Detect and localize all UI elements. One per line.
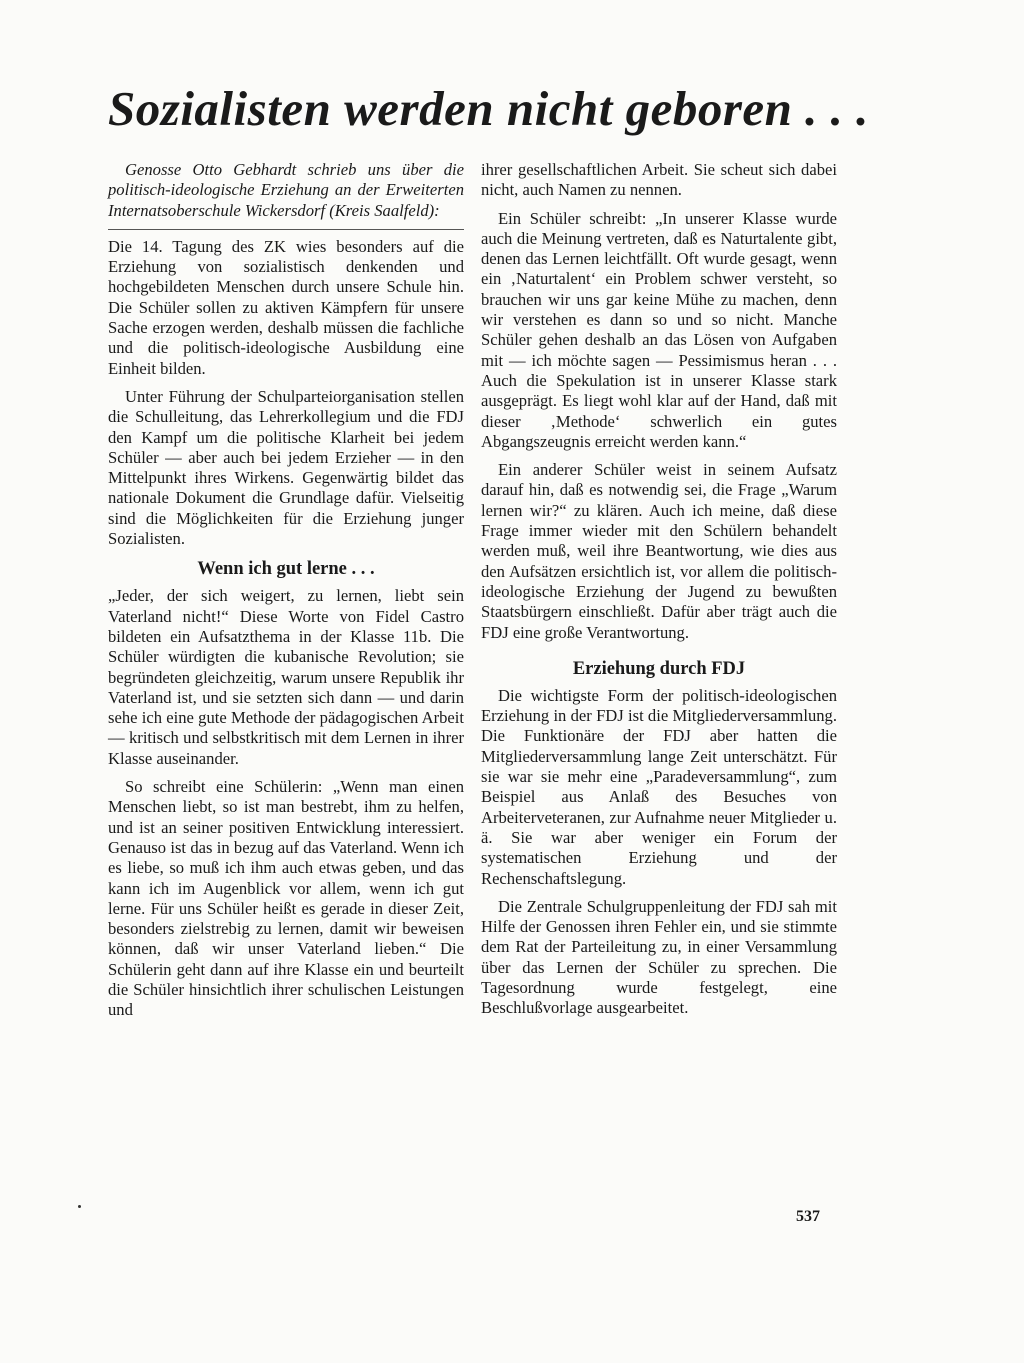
section-heading: Erziehung durch FDJ [572, 658, 746, 679]
scan-speck [78, 1205, 81, 1208]
paragraph: Unter Führung der Schulparteiorganisation stellen die Schulleitung, das Lehrerkollegium und die FDJ den Kampf um die politische Klarheit bei jedem Schüler — aber auch bei jedem Erzieher — in den Mittelpunkt ihres Wirkens. Gegenwärtig bildet das nationale Dokument die Grundlage dafür. Vielseitig sind die Möglichkeiten für die Erziehung junger Sozialisten. [108, 386, 464, 549]
left-column [108, 160, 464, 1021]
paragraph: Die Zentrale Schulgruppenleitung der FDJ sah mit Hilfe der Genossen ihren Fehler ein, und sie stimmte dem Rat der Parteileitung zu, in einer Versammlung über das Lernen der Schüler zu sprechen. Die Tagesordnung wurde festgelegt, eine Beschlußvorlage ausgearbeitet. [481, 896, 837, 1018]
paragraph: Die 14. Tagung des ZK wies besonders auf die Erziehung von sozialistisch denkenden und hochgebildeten Menschen durch unsere Schule hin. Die Schüler sollen zu aktiven Kämpfern für unsere Sache erzogen werden, deshalb müssen die fachliche und die politisch-ideologische Ausbildung eine Einheit bilden. [108, 236, 464, 378]
paragraph: Ein anderer Schüler weist in seinem Aufsatz darauf hin, daß es notwendig sei, die Frage „Warum lernen wir?“ zu klären. Auch ich meine, daß diese Frage immer wieder mit den Schülern behandelt werden muß, weil ihre Beantwortung, wie dies aus den Aufsätzen ersichtlich ist, vor allem die politisch-ideologische Erziehung der Jugend zu bewußten Staatsbürgern einschließt. Dafür aber trägt auch die FDJ eine große Verantwortung. [481, 460, 837, 642]
paragraph: Die wichtigste Form der politisch-ideologischen Erziehung in der FDJ ist die Mitgliederversammlung. Die Funktionäre der FDJ aber hatten die Mitgliederversammlung lange Zeit unterschätzt. Für sie war sie mehr eine „Paradeversammlung“, zum Beispiel aus Anlaß des Besuches von Arbeiterveteranen, zur Aufnahme neuer Mitglieder u. ä. Sie war aber weniger ein Forum der systematischen Erziehung und der Rechenschaftslegung. [481, 685, 837, 888]
paragraph: So schreibt eine Schülerin: „Wenn man einen Menschen liebt, so ist man bestrebt, ihm zu helfen, und ist an seiner positiven Entwicklung interessiert. Genauso ist das in bezug auf das Vaterland. Wenn ich es liebe, so muß ich ihm auch etwas geben, und das kann ich im Augenblick vor allem, wenn ich gut lerne. Für uns Schüler heißt es gerade in dieser Zeit, besonders zielstrebig zu lernen, damit wir beweisen können, daß wir unser Vaterland lieben.“ Die Schülerin geht dann auf ihre Klasse ein und beurteilt die Schüler hinsichtlich ihrer schulischen Leistungen und [108, 777, 464, 1020]
paragraph: „Jeder, der sich weigert, zu lernen, liebt sein Vaterland nicht!“ Diese Worte von Fidel Castro bildeten ein Aufsatzthema in der Klasse 11b. Die Schüler würdigten die kubanische Revolution; sie begründeten gleichzeitig, warum unsere Republik ihr Vaterland ist, und sie setzten sich dann — und darin sehe ich eine gute Methode der pädagogischen Arbeit — kritisch und selbstkritisch mit dem Lernen in ihrer Klasse auseinander. [108, 586, 464, 768]
article-title: Sozialisten werden nicht geboren . . . [108, 81, 869, 136]
section-heading: Wenn ich gut lerne . . . [197, 559, 375, 580]
paragraph: ihrer gesellschaftlichen Arbeit. Sie scheut sich dabei nicht, auch Namen zu nennen. [481, 160, 837, 200]
paragraph: Ein Schüler schreibt: „In unserer Klasse wurde auch die Meinung vertreten, daß es Naturtalente gibt, denen das Lernen leichtfällt. Oft wurde gesagt, wenn ein ‚Naturtalent‘ ein Problem schwer versteht, so brauchen wir uns gar keine Mühe zu machen, denn wir verstehen es dann so und so nicht. Manche Schüler gehen deshalb an das Lösen von Aufgaben mit — ich möchte sagen — Pessimismus heran . . . Auch die Spekulation ist in unserer Klasse stark ausgeprägt. Es liegt wohl klar auf der Hand, daß mit dieser ‚Methode‘ schwerlich ein gutes Abgangszeugnis erreicht werden kann.“ [481, 208, 837, 451]
intro-paragraph: Genosse Otto Gebhardt schrieb uns über die politisch-ideologische Erziehung an der Erweiterten Internatsoberschule Wickersdorf (Kreis Saalfeld): [108, 160, 464, 220]
right-column [481, 160, 837, 1019]
intro-divider [108, 229, 464, 230]
page-number: 537 [796, 1208, 820, 1225]
